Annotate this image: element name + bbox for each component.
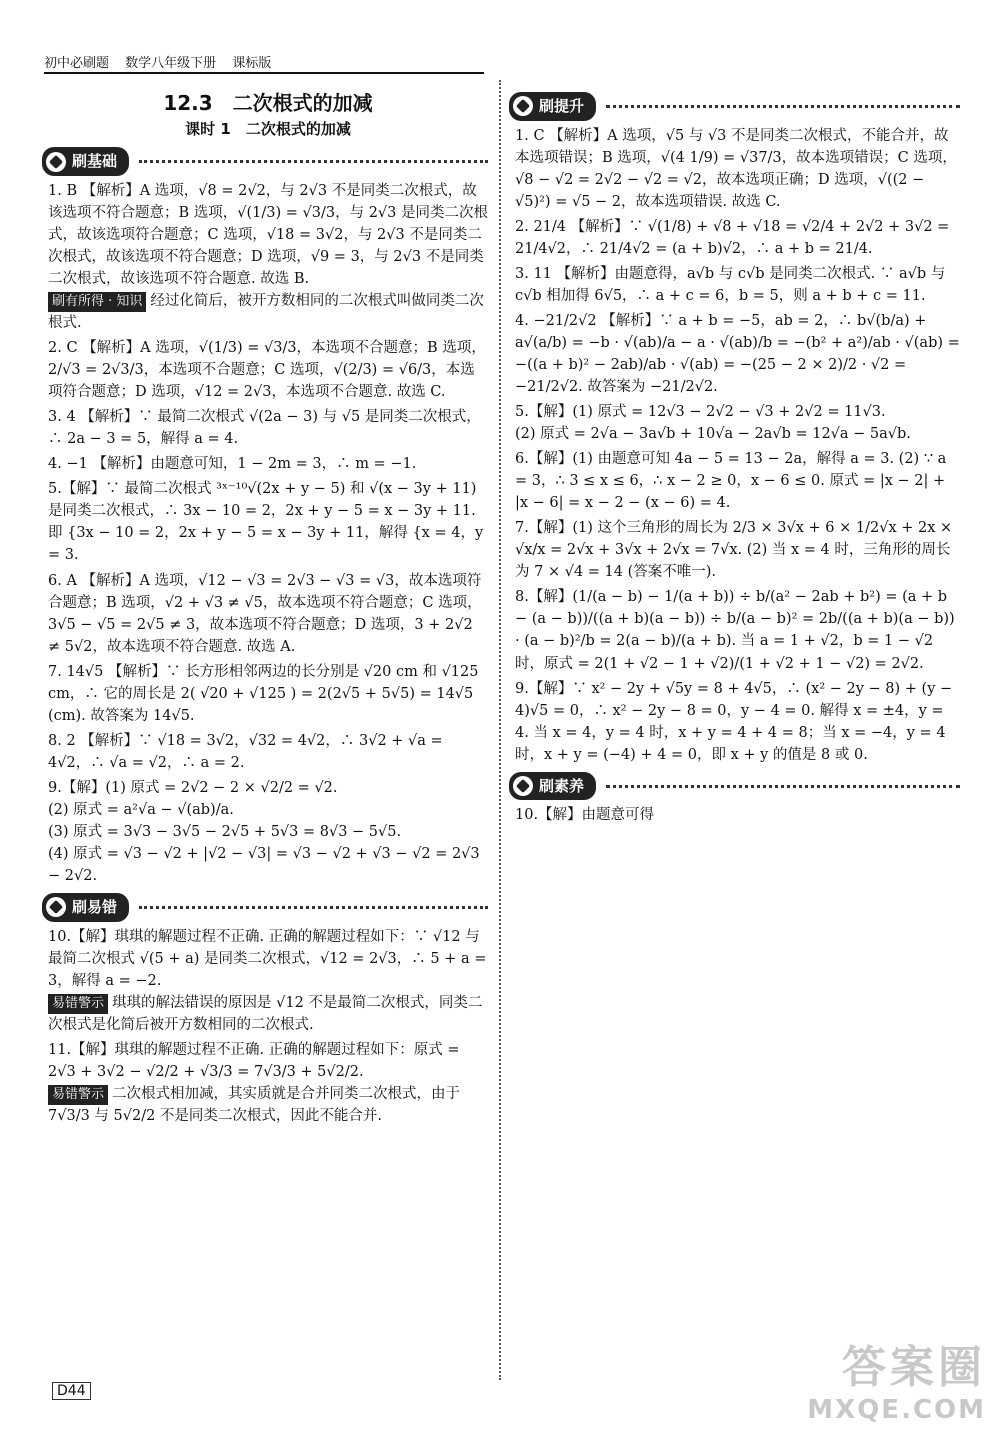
section-basic-badge <box>42 147 129 176</box>
section-dots <box>606 785 960 788</box>
answer-item <box>48 570 488 658</box>
answer-item <box>515 401 960 445</box>
answer-text: (2) 原式 = a²√a − √(ab)/a. <box>48 801 234 818</box>
answer-text: 9.【解】(1) 原式 = 2√2 − 2 × √2/2 = √2. <box>48 779 338 796</box>
lesson-title: 12.3 二次根式的加减 <box>163 91 373 115</box>
header-rule <box>44 72 484 74</box>
answer-text: 3. 4 【解析】∵ 最简二次根式 √(2a − 3) 与 √5 是同类二次根式，∴ 2a − 3 = 5，解得 a = 4. <box>48 409 481 448</box>
answer-item <box>515 310 960 398</box>
section-dots <box>606 105 960 108</box>
answer-text: 5.【解】(1) 原式 = 12√3 − 2√2 − √3 + 2√2 = 11√3. <box>515 404 886 421</box>
answer-item <box>48 337 488 403</box>
header-edition: 课标版 <box>232 56 272 71</box>
answer-item <box>48 180 488 334</box>
answer-text: 4. −21/2√2 【解析】∵ a + b = −5，ab = 2，∴ b√(b/a) + a√(a/b) = −b · √(ab)/a − a · √(ab)/b = −(b² + a²)/ab · √(ab) = −((a + b)² − 2ab)/ab · √(ab) = −(25 − 2 × 2)/2 · √2 = −21/2√2. 故答案为 −21/2√2. <box>515 313 960 396</box>
watermark-line2: MXQE.COM <box>807 1395 986 1425</box>
watermark-line1: 答案圈 <box>842 1342 986 1393</box>
answer-item <box>515 804 960 826</box>
answer-text: 10.【解】由题意可得 <box>515 807 655 824</box>
answer-text: 2. C 【解析】A 选项，√(1/3) = √3/3，本选项不合题意；B 选项，2/√3 = 2√3/3，本选项不合题意；C 选项，√(2/3) = √6/3，本选项符合题意；D 选项，√12 = 2√3，本选项不合题意. 故选 C. <box>48 340 486 401</box>
answer-text: 1. B 【解析】A 选项，√8 = 2√2，与 2√3 不是同类二次根式，故该选项不符合题意；B 选项，√(1/3) = √3/3，与 2√3 是同类二次根式，故该选项符合题意；C 选项，√18 = 3√2，与 2√3 不是同类二次根式，故该选项不符合题意；D 选项，√9 = 3，与 2√3 不是同类二次根式，故该选项不符合题意. 故选 B. <box>48 182 489 288</box>
warning-text: 琪琪的解法错误的原因是 √12 不是最简二次根式，同类二次根式是化简后被开方数相同的二次根式. <box>48 994 483 1033</box>
section-basic-label: 刷基础 <box>72 152 118 171</box>
section-literacy-label: 刷素养 <box>539 776 585 795</box>
tip-text: 经过化简后，被开方数相同的二次根式叫做同类二次根式. <box>48 293 484 332</box>
answer-text: 2. 21/4 【解析】∵ √(1/8) + √8 + √18 = √2/4 + 2√2 + 3√2 = 21/4√2，∴ 21/4√2 = (a + b)√2，∴ a + b = 21/4. <box>515 218 950 257</box>
section-dots <box>139 160 488 163</box>
answer-text: 5.【解】∵ 最简二次根式 ³ˣ⁻¹⁰√(2x + y − 5) 和 √(x − 3y + 11) 是同类二次根式，∴ 3x − 10 = 2，2x + y − 5 = x − 3y + 11. 即 {3x − 10 = 2，2x + y − 5 = x − 3y + 11，解得 {x = 4，y = 3. <box>48 481 484 564</box>
brush-icon <box>46 897 66 917</box>
answer-item <box>48 406 488 450</box>
answer-text: 3. 11 【解析】由题意得，a√b 与 c√b 是同类二次根式. ∵ a√b 与 c√b 相加得 6√5，∴ a + c = 6，b = 5，则 a + b + c = 11. <box>515 265 946 305</box>
section-literacy <box>509 772 960 801</box>
answer-item <box>48 661 488 727</box>
answer-text: 11.【解】琪琪的解题过程不正确. 正确的解题过程如下：原式 = 2√3 + 3√2 − √2/2 + √3/3 = 7√3/3 + 5√2/2. <box>48 1041 460 1080</box>
answer-text: (2) 原式 = 2√a − 3a√b + 10√a − 2a√b = 12√a − 5a√b. <box>515 426 911 443</box>
answer-text: 10.【解】琪琪的解题过程不正确. 正确的解题过程如下：∵ √12 与最简二次根式 √(5 + a) 是同类二次根式，√12 = 2√3，∴ 5 + a = 3，解得 a = −2. <box>48 928 487 989</box>
answer-item <box>48 1039 488 1127</box>
brush-icon <box>46 152 66 172</box>
answer-item <box>515 586 960 674</box>
answer-item <box>48 453 488 475</box>
section-improve-label: 刷提升 <box>539 97 585 115</box>
left-column <box>48 86 488 1130</box>
section-error-label: 刷易错 <box>72 897 118 916</box>
answer-item <box>515 517 960 583</box>
answer-item <box>515 263 960 307</box>
section-basic <box>42 147 488 176</box>
header-book: 数学八年级下册 <box>125 56 217 71</box>
page-number: D44 <box>52 1382 91 1400</box>
section-error <box>42 893 488 922</box>
brush-icon <box>513 776 533 796</box>
section-literacy-badge <box>509 772 596 801</box>
page-header <box>44 52 484 74</box>
warning-tag: 易错警示 <box>48 1085 108 1105</box>
answer-item <box>515 678 960 766</box>
section-error-badge <box>42 893 129 922</box>
section-dots <box>139 906 488 909</box>
watermark <box>807 1331 986 1425</box>
answer-text: 9.【解】∵ x² − 2y + √5y = 8 + 4√5，∴ (x² − 2y − 8) + (y − 4)√5 = 0，∴ x² − 2y − 8 = 0，y − 4 = 0. 解得 x = ±4，y = 4. 当 x = 4，y = 4 时，x + y = 4 + 4 = 8；当 x = −4，y = 4 时，x + y = (−4) + 4 = 0，即 x + y 的值是 8 或 0. <box>515 680 953 763</box>
answer-text: 4. −1 【解析】由题意可知，1 − 2m = 3，∴ m = −1. <box>48 456 417 473</box>
warning-text: 二次根式相加减，其实质就是合并同类二次根式，由于 7√3/3 与 5√2/2 不是同类二次根式，因此不能合并. <box>48 1085 461 1124</box>
brush-icon <box>513 96 533 116</box>
answer-item <box>48 926 488 1036</box>
answer-text: (4) 原式 = √3 − √2 + |√2 − √3| = √3 − √2 + √3 − √2 = 2√3 − 2√2. <box>48 845 480 884</box>
answer-text: 6.【解】(1) 由题意可知 4a − 5 = 13 − 2a，解得 a = 3. (2) ∵ a = 3，∴ 3 ≤ x ≤ 6，∴ x − 2 ≥ 0，x − 6 ≤ 0. 原式 = |x − 2| + |x − 6| = x − 2 − (x − 6) = 4. <box>515 451 947 512</box>
answer-item <box>515 448 960 514</box>
section-improve-badge <box>509 92 596 121</box>
answer-item <box>48 777 488 887</box>
header-series: 初中必刷题 <box>44 56 110 71</box>
answer-text: (3) 原式 = 3√3 − 3√5 − 2√5 + 5√3 = 8√3 − 5√5. <box>48 823 402 840</box>
answer-text: 7.【解】(1) 这个三角形的周长为 2/3 × 3√x + 6 × 1/2√x + 2x × √x/x = 2√x + 3√x + 2√x = 7√x. (2) 当 x = 4 时，三角形的周长为 7 × √4 = 14 (答案不唯一). <box>515 520 953 581</box>
tip-tag: 刷有所得 · 知识 <box>48 292 146 312</box>
section-improve <box>509 92 960 121</box>
answer-text: 8.【解】(1/(a − b) − 1/(a + b)) ÷ b/(a² − 2ab + b²) = (a + b − (a − b))/((a + b)(a − b)) ÷ b/(a − b)² = 2b/((a + b)(a − b)) · (a − b)²/b = 2(a − b)/(a + b). 当 a = 1 + √2，b = 1 − √2 时，原式 = 2(1 + √2 − 1 + √2)/(1 + √2 + 1 − √2) = 2√2. <box>515 589 955 672</box>
column-divider <box>499 80 501 1380</box>
answer-item <box>48 730 488 774</box>
answer-text: 1. C 【解析】A 选项，√5 与 √3 不是同类二次根式，不能合并，故本选项错误；B 选项，√(4 1/9) = √37/3，故本选项错误；C 选项，√8 − √2 = 2√2 − √2 = √2，故本选项正确；D 选项，√((2 − √5)²) = √5 − 2，故本选项错误. 故选 C. <box>515 127 957 210</box>
answer-text: 6. A 【解析】A 选项，√12 − √3 = 2√3 − √3 = √3，故本选项符合题意；B 选项，√2 + √3 ≠ √5，故本选项不符合题意；C 选项，3√5 − √5 = 2√5 ≠ 3，故本选项不符合题意；D 选项，3 + 2√2 ≠ 5√2，故本选项不符合题意. 故选 A. <box>48 572 482 655</box>
answer-text: 8. 2 【解析】∵ √18 = 3√2，√32 = 4√2，∴ 3√2 + √a = 4√2，∴ √a = √2，∴ a = 2. <box>48 732 443 771</box>
answer-text: 7. 14√5 【解析】∵ 长方形相邻两边的长分别是 √20 cm 和 √125 cm，∴ 它的周长是 2( √20 + √125 ) = 2(2√5 + 5√5) = 14√5 (cm). 故答案为 14√5. <box>48 663 479 724</box>
warning-tag: 易错警示 <box>48 994 108 1014</box>
answer-item <box>48 478 488 566</box>
answer-item <box>515 125 960 213</box>
lesson-subtitle: 课时 1 二次根式的加减 <box>185 120 351 139</box>
right-column <box>515 86 960 830</box>
answer-item <box>515 216 960 260</box>
